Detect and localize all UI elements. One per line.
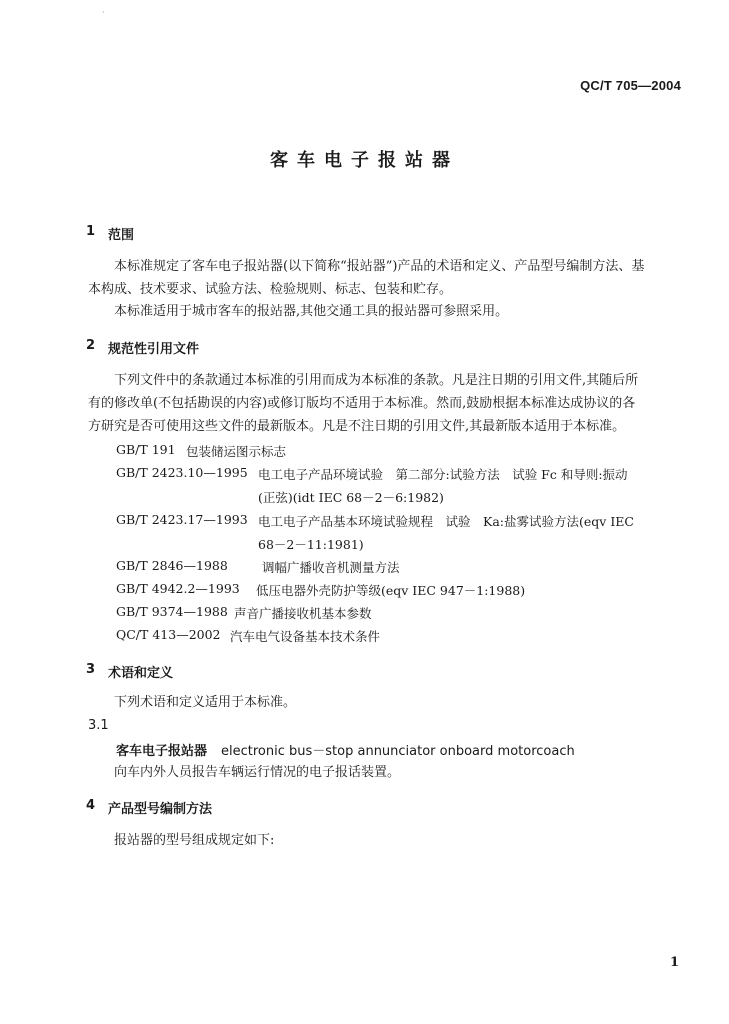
ref-title: 汽车电气设备基本技术条件 — [230, 629, 381, 644]
ref-title: 调幅广播收音机测量方法 — [262, 560, 400, 575]
section-number: 4 — [86, 798, 96, 813]
paragraph-line: 本构成、技术要求、试验方法、检验规则、标志、包装和贮存。 — [88, 282, 453, 297]
term-definition: 向车内外人员报告车辆运行情况的电子报话装置。 — [114, 765, 401, 780]
section-title: 产品型号编制方法 — [108, 802, 213, 817]
ref-title: 电工电子产品基本环境试验规程 试验 Ka:盐雾试验方法(eqv IEC — [258, 514, 634, 529]
section-number: 3 — [86, 662, 96, 677]
paragraph-line: 有的修改单(不包括勘误的内容)或修订版均不适用于本标准。然而,鼓励根据本标准达成协议的各 — [88, 396, 636, 411]
paragraph-line: 下列文件中的条款通过本标准的引用而成为本标准的条款。凡是注日期的引用文件,其随后所 — [114, 373, 639, 388]
ref-title: 声音广播接收机基本参数 — [234, 606, 372, 621]
ref-code: QC/T 413—2002 — [116, 627, 221, 642]
section-title: 范围 — [108, 228, 135, 243]
scan-dot: · — [102, 8, 105, 17]
ref-code: GB/T 9374—1988 — [116, 604, 228, 619]
ref-code: GB/T 2846—1988 — [116, 558, 228, 573]
paragraph-line: 下列术语和定义适用于本标准。 — [114, 695, 297, 710]
ref-title: 低压电器外壳防护等级(eqv IEC 947－1:1988) — [256, 583, 526, 598]
ref-code: GB/T 2423.17—1993 — [116, 512, 248, 527]
document-code: QC/T 705—2004 — [580, 78, 681, 93]
section-title: 规范性引用文件 — [108, 342, 200, 357]
page-title: 客车电子报站器 — [270, 150, 459, 171]
ref-title: 包装储运图示标志 — [186, 444, 287, 459]
paragraph-line: 方研究是否可使用这些文件的最新版本。凡是不注日期的引用文件,其最新版本适用于本标准。 — [88, 419, 626, 434]
ref-title-continued: (正弦)(idt IEC 68－2－6:1982) — [258, 490, 444, 505]
paragraph-line: 本标准适用于城市客车的报站器,其他交通工具的报站器可参照采用。 — [114, 304, 509, 319]
ref-code: GB/T 2423.10—1995 — [116, 465, 248, 480]
paragraph-line: 本标准规定了客车电子报站器(以下简称“报站器”)产品的术语和定义、产品型号编制方法、基 — [114, 259, 645, 274]
paragraph-line: 报站器的型号组成规定如下: — [114, 833, 275, 848]
section-number: 1 — [86, 224, 96, 239]
subsection-number: 3.1 — [88, 718, 109, 733]
page-number: 1 — [669, 955, 679, 970]
section-number: 2 — [86, 338, 96, 353]
ref-title-continued: 68－2－11:1981) — [258, 537, 364, 552]
ref-code: GB/T 4942.2—1993 — [116, 581, 240, 596]
section-title: 术语和定义 — [108, 666, 174, 681]
term-english: electronic bus－stop annunciator onboard motorcoach — [221, 744, 575, 759]
ref-code: GB/T 191 — [116, 442, 176, 457]
term-entry — [116, 740, 575, 759]
ref-title: 电工电子产品环境试验 第二部分:试验方法 试验 Fc 和导则:振动 — [258, 467, 628, 482]
term-chinese: 客车电子报站器 — [116, 744, 208, 759]
